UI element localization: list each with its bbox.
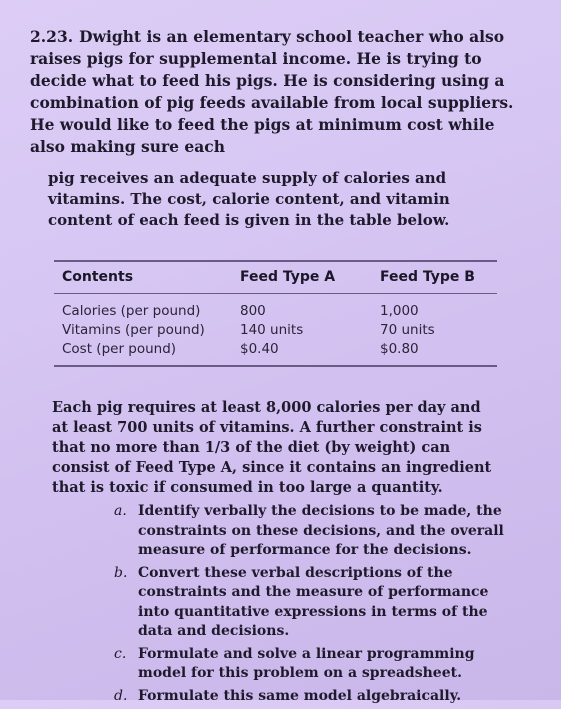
list-item (114, 645, 514, 684)
problem-intro-continued: pig receives an adequate supply of calories and vitamins. The cost, calorie content, and vitamin content of each feed is given in the table below. (48, 169, 450, 229)
header-feed-type-a: Feed Type A (240, 269, 336, 285)
row-label: Cost (per pound) (62, 341, 177, 357)
part-text: Formulate and solve a linear programming model for this problem on a spreadsheet. (138, 645, 475, 681)
feed-table (54, 260, 497, 367)
cell-feed-a: 800 (240, 303, 266, 319)
problem-requirements: Each pig requires at least 8,000 calories per day and at least 700 units of vitamins. A further constraint is that no more than 1/3 of the diet (by weight) can consist of Feed Type A, since it contains an ingredient that is toxic if consumed in too large a quantity. (52, 399, 492, 496)
list-item (114, 564, 514, 642)
list-item (114, 687, 514, 707)
cell-feed-a: 140 units (240, 322, 304, 338)
cell-feed-b: 70 units (380, 322, 435, 338)
cell-feed-b: $0.80 (380, 341, 419, 357)
row-label: Vitamins (per pound) (62, 322, 205, 338)
problem-parts-list (114, 502, 514, 709)
problem-number: 2.23. (30, 27, 74, 46)
problem-intro (30, 26, 530, 158)
header-contents: Contents (62, 269, 134, 285)
table-header-row (54, 262, 497, 293)
part-text: Identify verbally the decisions to be made, the constraints on these decisions, and the overall measure of performance for the decisions. (138, 503, 504, 558)
problem-intro-text: Dwight is an elementary school teacher who also raises pigs for supplemental income. He is trying to decide what to feed his pigs. He is considering using a combination of pig feeds available from local suppliers. He would like to feed the pigs at minimum cost while also making sure each (30, 27, 514, 156)
table-row (54, 340, 497, 365)
part-letter: b. (114, 564, 128, 581)
table-row (54, 294, 497, 321)
list-item (114, 502, 514, 561)
header-feed-type-b: Feed Type B (380, 269, 475, 285)
table-row (54, 321, 497, 340)
part-letter: a. (114, 503, 127, 519)
part-text: Formulate this same model algebraically. (138, 687, 462, 704)
table-bottom-rule (54, 365, 497, 367)
part-letter: c. (114, 645, 127, 662)
part-text: Convert these verbal descriptions of the constraints and the measure of performance into quantitative expressions in terms of the data and decisions. (138, 564, 489, 639)
cell-feed-a: $0.40 (240, 341, 279, 357)
part-letter: d. (114, 687, 128, 704)
row-label: Calories (per pound) (62, 303, 201, 319)
cell-feed-b: 1,000 (380, 303, 419, 319)
